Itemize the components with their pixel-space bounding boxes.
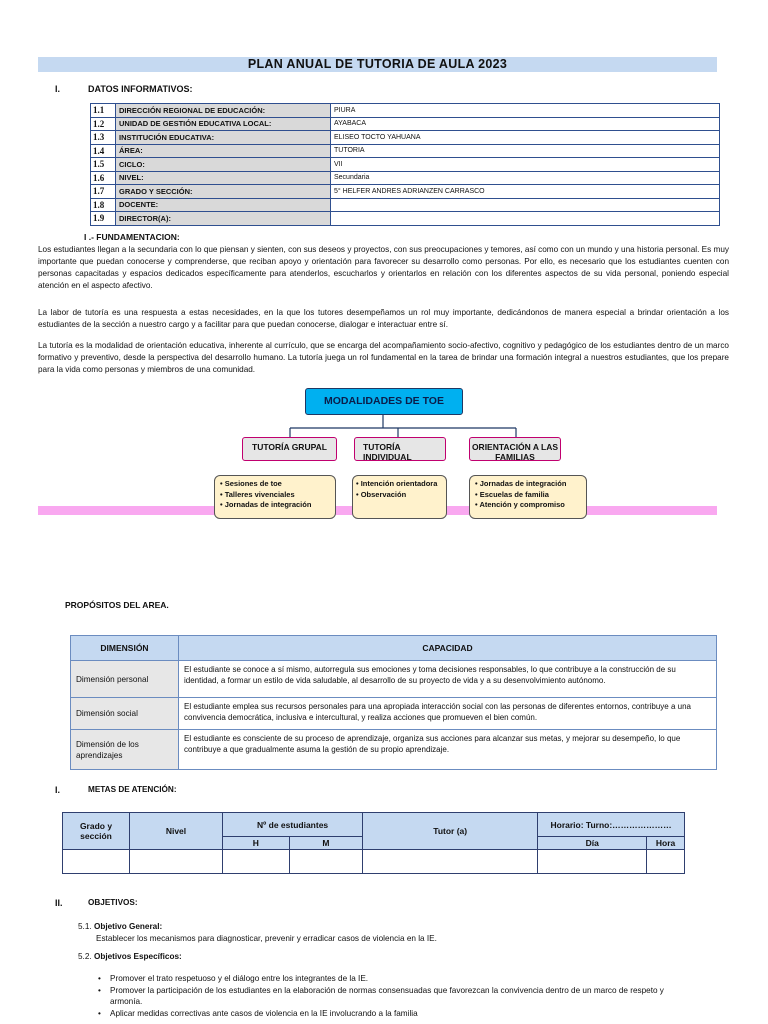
section-number: II. [55,898,63,908]
column-header: CAPACIDAD [179,636,717,661]
table-row [71,661,717,698]
branch-tutoria-individual: TUTORÍA INDIVIDUAL [354,437,446,461]
info-number: 1.6 [91,171,116,185]
paragraph-2: La labor de tutoría es una respuesta a estas necesidades, en la que los tutores desempeñamos un rol muy importante, dedicándonos de manera especial a brindar orientación a los estudiantes de la sección a nuestro cargo y a facilitar para que puedan conocerse, dialogar e interactuar entre sí. [38,308,729,329]
info-label: NIVEL: [116,171,331,185]
objetivos-especificos-label: Objetivos Específicos: [93,952,182,961]
list-item: • Talleres vivenciales [220,490,330,501]
table-row [71,698,717,730]
table-row [63,850,685,874]
info-value: AYABACA [331,117,720,131]
column-header: M [289,837,363,850]
fundamentacion-title: I .- FUNDAMENTACION: [84,232,180,242]
info-value: ELISEO TOCTO YAHUANA [331,131,720,145]
info-label: UNIDAD DE GESTIÓN EDUCATIVA LOCAL: [116,117,331,131]
info-label: ÁREA: [116,144,331,158]
objetivo-general-text: Establecer los mecanismos para diagnosticar, prevenir y erradicar casos de violencia en la IE. [96,934,437,943]
info-label: GRADO Y SECCIÓN: [116,185,331,199]
column-header: DIMENSIÓN [71,636,179,661]
info-number: 1.1 [91,104,116,118]
section-number: I. [55,84,61,94]
info-number: 1.4 [91,144,116,158]
info-value: Secundaria [331,171,720,185]
info-label: INSTITUCIÓN EDUCATIVA: [116,131,331,145]
propositos-table [70,635,717,770]
section-title-metas: METAS DE ATENCIÓN: [88,785,177,794]
info-number: 1.7 [91,185,116,199]
info-number: 1.8 [91,198,116,212]
objetivos-especificos-heading [78,952,182,961]
column-header: H [223,837,290,850]
info-number: 1.3 [91,131,116,145]
list-item: • Atención y compromiso [475,500,581,511]
list-item: • Sesiones de toe [220,479,330,490]
empty-cell [223,850,290,874]
objetivos-list [96,973,696,1019]
list-item: • Promover la participación de los estudiantes en la elaboración de normas consensuadas que favorezcan la convivencia dentro de un marco de respeto y armonía. [96,985,696,1008]
info-label: DIRECTOR(A): [116,212,331,226]
info-number: 1.9 [91,212,116,226]
dimension-cell: Dimensión personal [71,661,179,698]
section-title-objetivos: OBJETIVOS: [88,898,138,907]
column-header: Tutor (a) [363,813,538,850]
objetivo-general-label: Objetivo General: [93,922,163,931]
capacidad-cell: El estudiante emplea sus recursos personales para una apropiada interacción social con las personas de diferentes entornos, contribuye a una convivencia democrática, inclusiva e intercultural, y realiza acciones que promueven el bien común. [179,698,717,730]
branch-orientacion-familias: ORIENTACIÓN A LAS FAMILIAS [469,437,561,461]
info-label: CICLO: [116,158,331,172]
objetivos-especificos-number: 5.2. [78,952,92,961]
capacidad-cell: El estudiante es consciente de su proceso de aprendizaje, organiza sus acciones para alcanzar sus metas, y mejorar su desempeño, lo que contribuye a que gradualmente asuma la gestión de su propio aprendizaje. [179,730,717,770]
metas-table [62,812,685,874]
column-header: Horario: Turno:………………… [538,813,685,837]
table-row [71,730,717,770]
dimension-cell: Dimensión de los aprendizajes [71,730,179,770]
dimension-cell: Dimensión social [71,698,179,730]
empty-cell [63,850,130,874]
empty-cell [289,850,363,874]
list-familias [469,475,587,519]
column-header: Hora [647,837,685,850]
modalidades-title: MODALIDADES DE TOE [305,388,463,415]
info-label: DOCENTE: [116,198,331,212]
info-number: 1.2 [91,117,116,131]
propositos-title: PROPÓSITOS DEL AREA. [65,600,169,610]
paragraph-3: La tutoría es la modalidad de orientación educativa, inherente al currículo, que se encarga del acompañamiento socio-afectivo, cognitivo y pedagógico de los estudiantes dentro de un marco formativo y preventivo, desde la perspectiva del desarrollo humano. La tutoría juega un rol fundamental en la tarea de brindar una formación integral a nuestros estudiantes, que los prepare para la vida como personas y miembros de una comunidad. [38,341,729,374]
empty-cell [538,850,647,874]
list-item: • Observación [356,490,441,501]
paragraph-1: Los estudiantes llegan a la secundaria con lo que piensan y sienten, con sus deseos y proyectos, con sus preocupaciones y temores, así como con un mundo y una historia personal. Es muy importante que puedan conocerse y comprenderse, que reciban apoyo y orientación para favorecer su desarrollo como personas. Por ello, es necesario que los estudiantes cuenten con personas capacitadas y espacios dedicados específicamente para atenderlos, escucharlos y orientarlos en relación con los diferentes aspectos de su vida personal, poniendo especial atención en el aspecto afectivo. [38,245,729,290]
list-grupal [214,475,336,519]
info-value: VII [331,158,720,172]
column-header: Nº de estudiantes [223,813,363,837]
empty-cell [647,850,685,874]
objetivo-general-heading [78,922,162,931]
empty-cell [363,850,538,874]
list-item: • Promover el trato respetuoso y el diálogo entre los integrantes de la IE. [96,973,696,985]
info-value: TUTORIA [331,144,720,158]
empty-cell [130,850,223,874]
list-item: • Jornadas de integración [475,479,581,490]
page-title: PLAN ANUAL DE TUTORIA DE AULA 2023 [38,57,717,72]
section-number: I. [55,785,61,795]
list-item: • Intención orientadora [356,479,441,490]
objetivo-general-number: 5.1. [78,922,92,931]
info-value: 5° HELFER ANDRES ADRIANZEN CARRASCO [331,185,720,199]
list-item: • Escuelas de familia [475,490,581,501]
column-header: Nivel [130,813,223,850]
column-header: Día [538,837,647,850]
section-title-datos: DATOS INFORMATIVOS: [88,84,193,94]
info-number: 1.5 [91,158,116,172]
capacidad-cell: El estudiante se conoce a sí mismo, autorregula sus emociones y toma decisiones responsables, lo que contribuye a la construcción de su identidad, a formar un estilo de vida saludable, al desarrollo de su proyecto de vida y a su desenvolvimiento autónomo. [179,661,717,698]
info-value: PIURA [331,104,720,118]
list-item: • Aplicar medidas correctivas ante casos de violencia en la IE involucrando a la familia [96,1008,696,1020]
column-header: Grado y sección [63,813,130,850]
list-item: • Jornadas de integración [220,500,330,511]
branch-tutoria-grupal: TUTORÍA GRUPAL [242,437,337,461]
list-individual [352,475,447,519]
info-label: DIRECCIÓN REGIONAL DE EDUCACIÓN: [116,104,331,118]
